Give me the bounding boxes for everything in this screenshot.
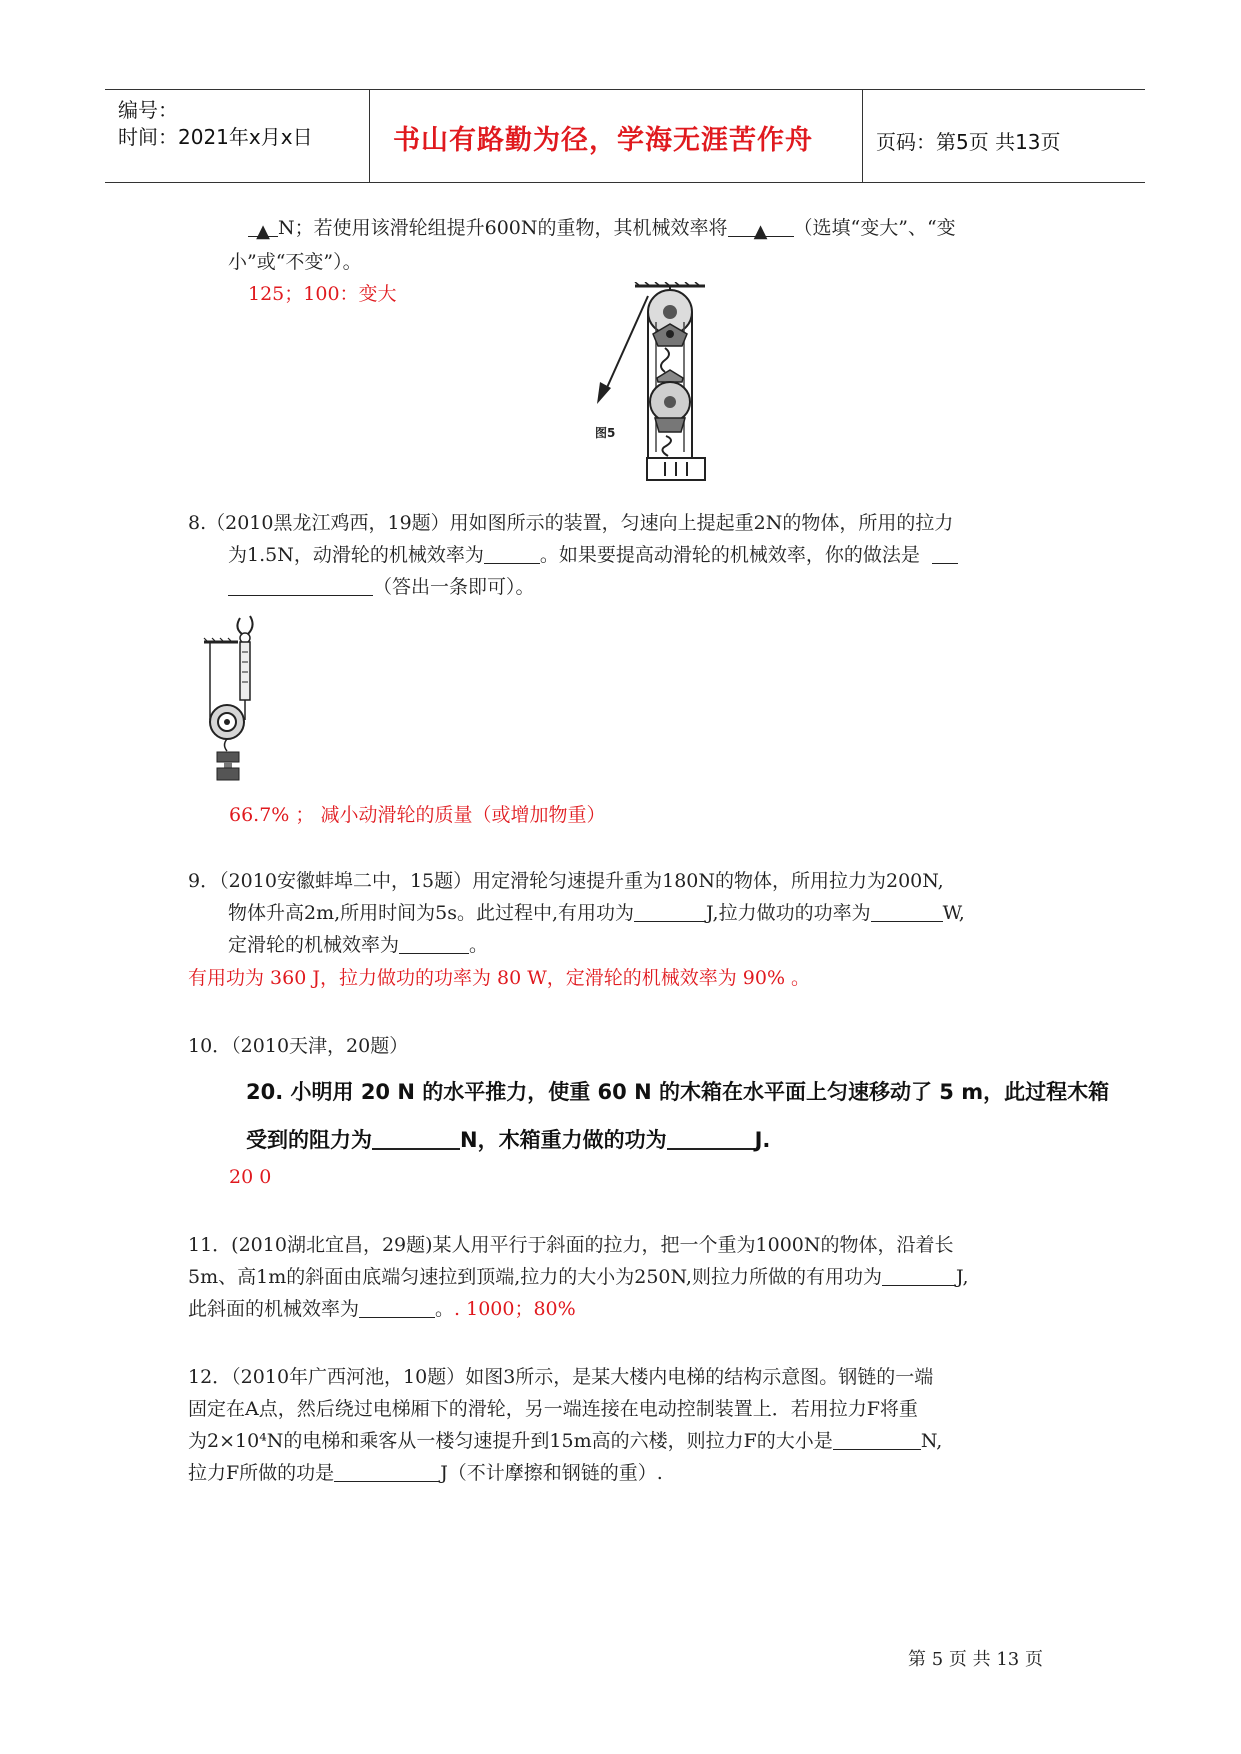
- figure-5-label: 图5: [595, 426, 616, 440]
- answer-blank[interactable]: [399, 933, 469, 954]
- page-footer: 第 5 页 共 13 页: [908, 1649, 1043, 1670]
- q9-line2: 物体升高2m,所用时间为5s。此过程中,有用功为 J,拉力做功的功率为 W,: [228, 902, 965, 924]
- q10-answer: 20 0: [229, 1166, 272, 1188]
- answer-blank[interactable]: [359, 1297, 435, 1318]
- q10-image-line1: 20. 小明用 20 N 的水平推力，使重 60 N 的木箱在水平面上匀速移动了 5 m，此过程木箱: [246, 1080, 1110, 1104]
- answer-blank[interactable]: [882, 1265, 956, 1286]
- q9-line1: 9．（2010安徽蚌埠二中，15题）用定滑轮匀速提升重为180N的物体，所用拉力为200N,: [188, 870, 944, 892]
- q11-line2: 5m、高1m的斜面由底端匀速拉到顶端,拉力的大小为250N,则拉力所做的有用功为 J,: [188, 1266, 969, 1288]
- answer-placeholder-triangle: ▲: [256, 221, 270, 242]
- header-motto: 书山有路勤为径，学海无涯苦作舟: [393, 125, 813, 156]
- q7-line2: 小”或“不变”）。: [228, 251, 362, 273]
- answer-blank[interactable]: [932, 543, 958, 564]
- header-divider-left: [369, 89, 370, 182]
- q12-line1: 12．（2010年广西河池，10题）如图3所示，是某大楼内电梯的结构示意图。钢链的一端: [188, 1366, 934, 1388]
- q10-line1: 10．（2010天津，20题）: [188, 1035, 409, 1057]
- q11-answer: . 1000；80%: [454, 1298, 576, 1320]
- q7-answer: 125；100：变大: [248, 283, 397, 305]
- q12-line3: 为2×10⁴N的电梯和乘客从一楼匀速提升到15m高的六楼，则拉力F的大小是 N,: [188, 1430, 943, 1452]
- doc-number-label: 编号：: [118, 98, 178, 122]
- q8-answer: 66.7% ； 减小动滑轮的质量（或增加物重）: [229, 804, 606, 826]
- q11-line3: 此斜面的机械效率为 。. 1000；80%: [188, 1298, 576, 1320]
- answer-blank[interactable]: [634, 901, 706, 922]
- q10-image-line2: 受到的阻力为 N，木箱重力做的功为 J.: [246, 1128, 771, 1152]
- answer-blank[interactable]: [334, 1461, 440, 1482]
- q11-line1: 11．(2010湖北宜昌，29题)某人用平行于斜面的拉力，把一个重为1000N的物体，沿着长: [188, 1234, 954, 1256]
- q7-line1: ▲ N；若使用该滑轮组提升600N的重物，其机械效率将 ▲ （选填“变大”、“变: [248, 213, 956, 243]
- q12-line2: 固定在A点，然后绕过电梯厢下的滑轮，另一端连接在电动控制装置上．若用拉力F将重: [188, 1398, 918, 1420]
- q8-line2: 为1.5N，动滑轮的机械效率为 。如果要提高动滑轮的机械效率，你的做法是: [228, 540, 958, 570]
- doc-time-label: 时间：2021年x月x日: [118, 125, 313, 149]
- answer-blank[interactable]: [871, 901, 943, 922]
- header-bottom-rule: [105, 182, 1145, 183]
- answer-blank[interactable]: [833, 1429, 921, 1450]
- q9-answer: 有用功为 360 J，拉力做功的功率为 80 W，定滑轮的机械效率为 90% 。: [188, 967, 811, 989]
- movable-pulley-figure: [200, 612, 270, 784]
- answer-placeholder-triangle: ▲: [753, 221, 768, 242]
- page-indicator: 页码：第5页 共13页: [876, 130, 1061, 154]
- answer-blank[interactable]: [372, 1128, 460, 1150]
- q8-line3: （答出一条即可）。: [228, 572, 535, 602]
- answer-blank[interactable]: [667, 1128, 755, 1150]
- header-divider-right: [862, 89, 863, 182]
- header-top-rule: [105, 89, 1145, 90]
- q9-line3: 定滑轮的机械效率为 。: [228, 934, 489, 956]
- q8-line1: 8.（2010黑龙江鸡西，19题）用如图所示的装置，匀速向上提起重2N的物体，所用的拉力: [188, 512, 954, 534]
- q12-line4: 拉力F所做的功是 J（不计摩擦和钢链的重）.: [188, 1462, 663, 1484]
- answer-blank[interactable]: [228, 575, 373, 596]
- answer-blank[interactable]: [484, 543, 540, 564]
- pulley-block-figure: [585, 282, 735, 504]
